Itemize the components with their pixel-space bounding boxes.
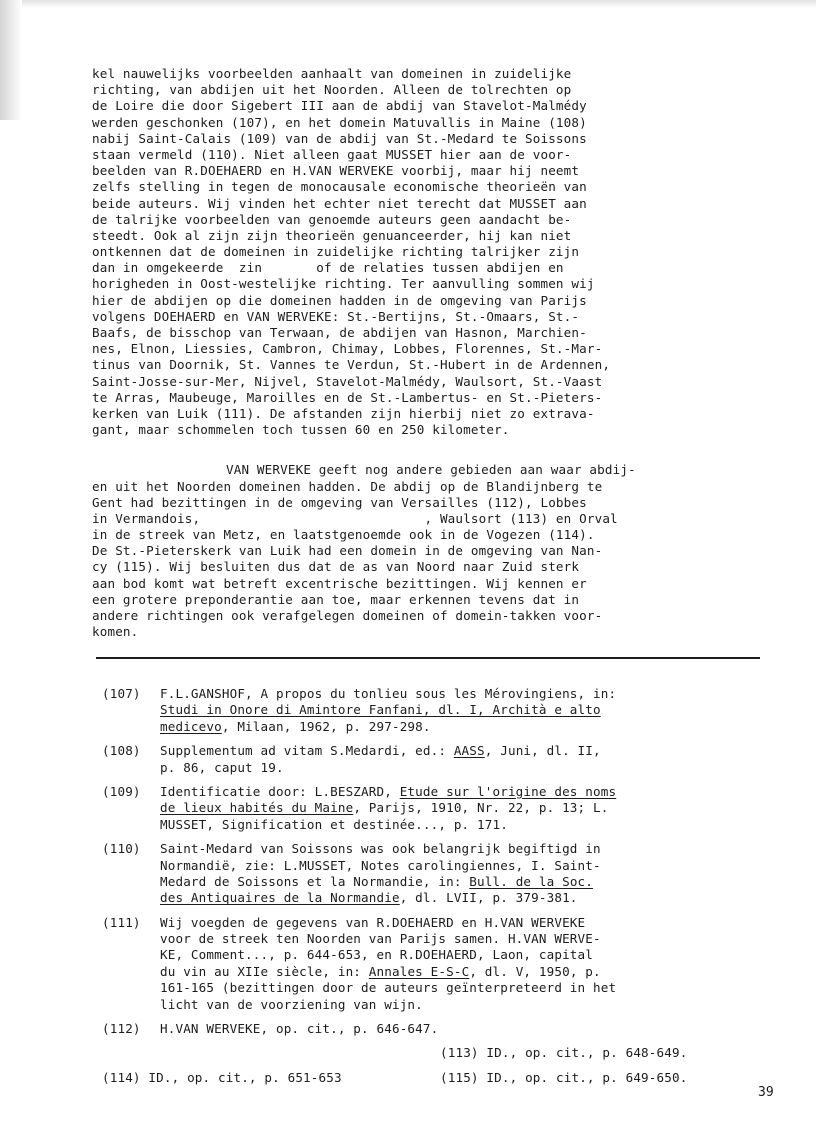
footnote-number: (113)	[440, 1045, 479, 1061]
footnote-title: medicevo	[160, 718, 222, 734]
footnote-number: (110)	[102, 841, 141, 857]
text-line: komen.	[92, 624, 139, 640]
footnote-number: (109)	[102, 783, 141, 799]
paragraph-2	[92, 462, 762, 640]
text-line: gant, maar schommelen toch tussen 60 en 250 kilometer.	[92, 422, 510, 438]
footnotes	[102, 686, 762, 1094]
footnote-111	[102, 915, 762, 1013]
page-number: 39	[758, 1085, 774, 1100]
footnote-text: ID., op. cit., p. 651-653	[148, 1069, 342, 1085]
text-line: in Vermandois, , Waulsort (113) en Orval	[92, 510, 618, 526]
text-line: VAN WERVEKE geeft nog andere gebieden aan waar abdij-	[226, 462, 636, 478]
text-line: aan bod komt wat betreft excentrische bezittingen. Wij kennen er	[92, 575, 587, 591]
footnote-text: , Parijs, 1910, Nr. 22, p. 13; L.	[353, 800, 609, 816]
text-line: ontkennen dat de domeinen in zuidelijke richting talrijker zijn	[92, 244, 580, 260]
text-line: kerken van Luik (111). De afstanden zijn hierbij niet zo extrava-	[92, 405, 595, 421]
footnote-title: Etude sur l'origine des noms	[399, 783, 617, 799]
text-line: richting, van abdijen uit het Noorden. Alleen de tolrechten op	[92, 82, 572, 98]
text-line: zelfs stelling in tegen de monocausale economische theorieën van	[92, 179, 587, 195]
footnote-text: ID., op. cit., p. 649-650.	[486, 1069, 688, 1085]
footnote-number: (108)	[102, 743, 141, 759]
footnote-text: , Juni, dl. II,	[484, 743, 601, 759]
footnote-line: Wij voegden de gegevens van R.DOEHAERD en H.VAN WERVEKE	[160, 914, 586, 930]
footnote-line: voor de streek ten Noorden van Parijs samen. H.VAN WERVE-	[160, 931, 601, 947]
text-line: andere richtingen ook verafgelegen domeinen of domein-takken voor-	[92, 608, 603, 623]
footnote-title: AASS	[453, 743, 485, 759]
footnote-text: , dl. V, 1950, p.	[469, 963, 601, 979]
footnote-title: Bull. de la Soc.	[469, 873, 594, 889]
text-line: De St.-Pieterskerk van Luik had een domein in de omgeving van Nan-	[92, 543, 603, 559]
footnote-text: Medard de Soissons et la Normandie, in:	[160, 873, 470, 889]
footnote-divider	[96, 657, 760, 659]
footnote-115	[440, 1070, 687, 1086]
footnote-number: (111)	[102, 914, 141, 930]
footnote-113	[440, 1045, 687, 1061]
text-line: nabij Saint-Calais (109) van de abdij van St.-Medard te Soissons	[92, 130, 587, 146]
text-line: cy (115). Wij besluiten dus dat de as van Noord naar Zuid sterk	[92, 559, 580, 575]
text-line: te Arras, Maubeuge, Maroilles en de St.-Lambertus- en St.-Pieters-	[92, 389, 603, 405]
text-line: staan vermeld (110). Niet alleen gaat MUSSET hier aan de voor-	[92, 146, 572, 162]
footnote-title: des Antiquaires de la Normandie	[160, 890, 400, 906]
footnote-110	[102, 841, 762, 907]
footnote-number: (114)	[102, 1069, 141, 1085]
footnote-line: H.VAN WERVEKE, op. cit., p. 646-647.	[160, 1021, 439, 1037]
text-line: de Loire die door Sigebert III aan de abdij van Stavelot-Malmédy	[92, 98, 587, 114]
paragraph-gap	[92, 438, 762, 462]
footnote-line: KE, Comment..., p. 644-653, en R.DOEHAERD, Laon, capital	[160, 947, 593, 963]
footnote-line: F.L.GANSHOF, A propos du tonlieu sous les Mérovingiens, in:	[160, 686, 617, 701]
footnote-112	[102, 1021, 762, 1037]
footnote-text: ID., op. cit., p. 648-649.	[486, 1045, 688, 1061]
text-line: kel nauwelijks voorbeelden aanhaalt van domeinen in zuidelijke	[92, 66, 572, 81]
scan-edge-left	[0, 0, 22, 120]
footnote-line: MUSSET, Signification et destinée..., p. 171.	[160, 816, 508, 832]
footnote-number: (112)	[102, 1021, 141, 1037]
footnote-row-113	[102, 1045, 762, 1061]
footnote-text: Identificatie door: L.BESZARD,	[160, 783, 400, 799]
footnote-109	[102, 784, 762, 833]
text-line: tinus van Doornik, St. Vannes te Verdun, St.-Hubert in de Ardennen,	[92, 357, 611, 373]
text-line: de talrijke voorbeelden van genoemde auteurs geen aandacht be-	[92, 211, 572, 227]
footnote-text: , dl. LVII, p. 379-381.	[399, 890, 578, 906]
text-line: een grotere preponderantie aan toe, maar erkennen tevens dat in	[92, 591, 580, 607]
text-line: in de streek van Metz, en laatstgenoemde ook in de Vogezen (114).	[92, 527, 595, 543]
footnote-107	[102, 686, 762, 735]
footnote-line: licht van de voorziening van wijn.	[160, 996, 423, 1012]
footnote-114	[102, 1070, 342, 1086]
body-text	[92, 66, 762, 640]
text-line: steedt. Ook al zijn zijn theorieën genuanceerder, hij kan niet	[92, 227, 572, 243]
footnote-line: Normandië, zie: L.MUSSET, Notes carolingiennes, I. Saint-	[160, 857, 601, 873]
text-line: hier de abdijen op die domeinen hadden in de omgeving van Parijs	[92, 292, 587, 308]
footnote-number: (107)	[102, 686, 141, 701]
text-line: beelden van R.DOEHAERD en H.VAN WERVEKE voorbij, maar hij neemt	[92, 163, 580, 179]
footnote-line: 161-165 (bezittingen door de auteurs geïnterpreteerd in het	[160, 980, 617, 996]
scan-edge-top	[0, 0, 816, 8]
footnote-title: de lieux habités du Maine	[160, 800, 354, 816]
footnote-line: p. 86, caput 19.	[160, 759, 284, 775]
footnote-title: Annales E-S-C	[368, 963, 470, 979]
footnote-text: du vin au XIIe siècle, in:	[160, 963, 369, 979]
text-line: nes, Elnon, Liessies, Cambron, Chimay, Lobbes, Florennes, St.-Mar-	[92, 341, 603, 357]
footnote-line: Saint-Medard van Soissons was ook belangrijk begiftigd in	[160, 841, 601, 857]
footnote-row-114-115	[102, 1070, 762, 1086]
paragraph-1	[92, 66, 762, 438]
text-line: Saint-Josse-sur-Mer, Nijvel, Stavelot-Malmédy, Waulsort, St.-Vaast	[92, 373, 603, 389]
footnote-108	[102, 743, 762, 776]
text-line: werden geschonken (107), en het domein Matuvallis in Maine (108)	[92, 114, 587, 130]
text-line: beide auteurs. Wij vinden het echter niet terecht dat MUSSET aan	[92, 195, 587, 211]
footnote-number: (115)	[440, 1069, 479, 1085]
text-line: en uit het Noorden domeinen hadden. De abdij op de Blandijnberg te	[92, 478, 603, 494]
footnote-text: , Milaan, 1962, p. 297-298.	[221, 718, 431, 734]
footnote-text: Supplementum ad vitam S.Medardi, ed.:	[160, 743, 454, 759]
text-line: Gent had bezittingen in de omgeving van Versailles (112), Lobbes	[92, 494, 587, 510]
text-line: Baafs, de bisschop van Terwaan, de abdijen van Hasnon, Marchien-	[92, 325, 587, 340]
text-line: horigheden in Oost-westelijke richting. Ter aanvulling sommen wij	[92, 276, 595, 292]
text-line: volgens DOEHAERD en VAN WERVEKE: St.-Bertijns, St.-Omaars, St.-	[92, 308, 580, 324]
footnote-title: Studi in Onore di Amintore Fanfani, dl. I, Archità e alto	[160, 702, 601, 718]
text-line: dan in omgekeerde zin of de relaties tussen abdijen en	[92, 260, 564, 276]
